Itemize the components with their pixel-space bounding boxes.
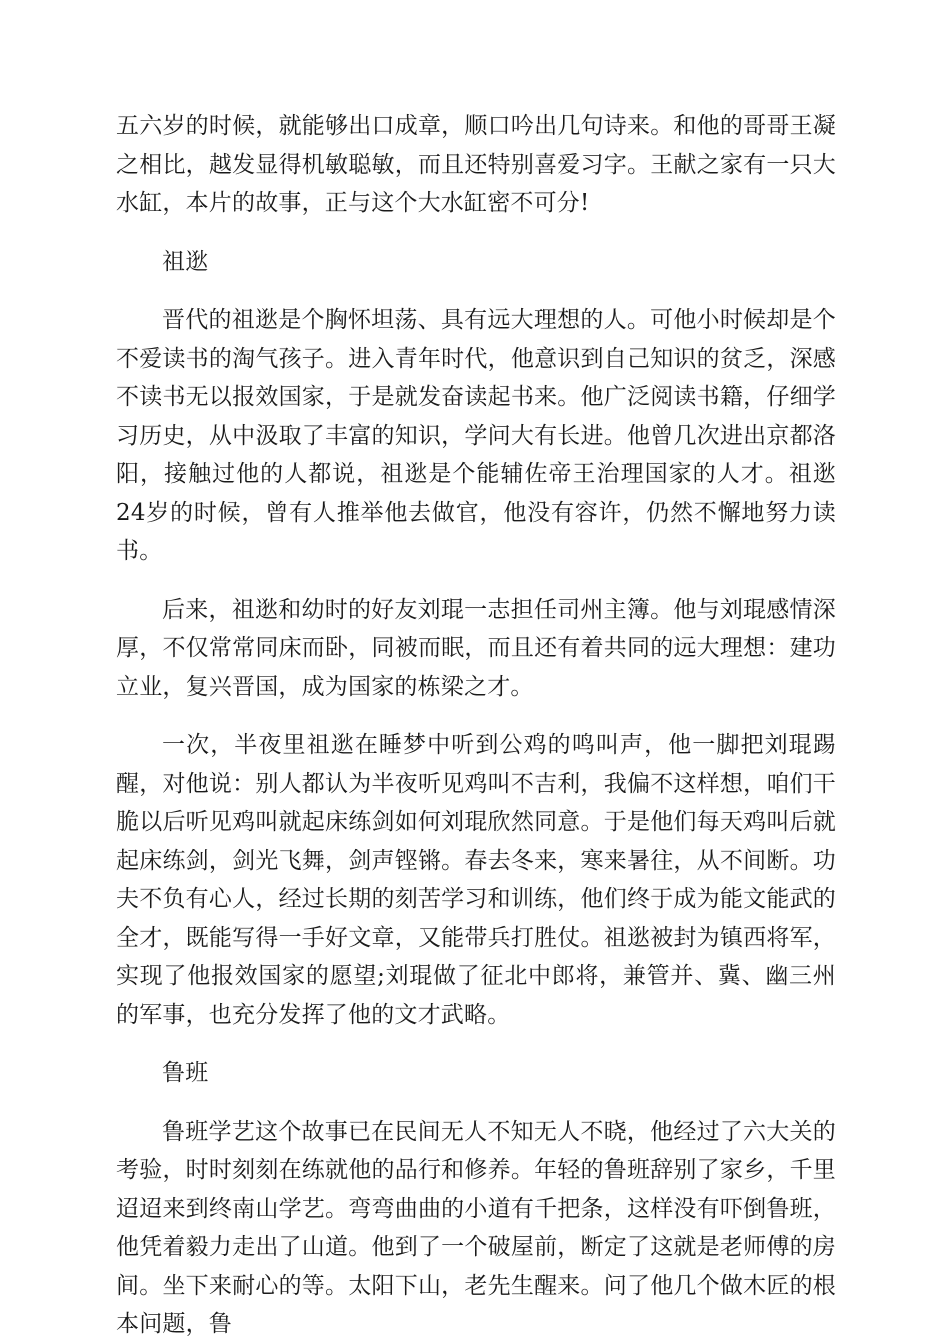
paragraph-gap [116, 571, 836, 591]
paragraph-zu-ti-intro: 晋代的祖逖是个胸怀坦荡、具有远大理想的人。可他小时候却是个不爱读书的淘气孩子。进入青年时代，他意识到自己知识的贫乏，深感不读书无以报效国家，于是就发奋读起书来。他广泛阅读书籍，仔细学习历史，从中汲取了丰富的知识，学问大有长进。他曾几次进出京都洛阳，接触过他的人都说，祖逖是个能辅佐帝王治理国家的人才。祖逖24岁的时候，曾有人推举他去做官，他没有容许，仍然不懈地努力读书。 [116, 307, 836, 564]
paragraph-gap [116, 1034, 836, 1054]
section-heading-zu-ti: 祖逖 [162, 248, 209, 275]
document-page [116, 107, 836, 1344]
paragraph-zu-ti-rooster: 一次，半夜里祖逖在睡梦中听到公鸡的鸣叫声，他一脚把刘琨踢醒，对他说：别人都认为半夜听见鸡叫不吉利，我偏不这样想，咱们干脆以后听见鸡叫就起床练剑如何刘琨欣然同意。于是他们每天鸡叫后就起床练剑，剑光飞舞，剑声铿锵。春去冬来，寒来暑往，从不间断。功夫不负有心人，经过长期的刻苦学习和训练，他们终于成为能文能武的全才，既能写得一手好文章，又能带兵打胜仗。祖逖被封为镇西将军，实现了他报效国家的愿望;刘琨做了征北中郎将，兼管并、冀、幽三州的军事，也充分发挥了他的文才武略。 [116, 732, 836, 1028]
paragraph-wang-xianzhi-ending: 五六岁的时候，就能够出口成章，顺口吟出几句诗来。和他的哥哥王凝之相比，越发显得机敏聪敏，而且还特别喜爱习字。王献之家有一只大水缸，本片的故事，正与这个大水缸密不可分! [116, 113, 836, 216]
paragraph-gap [116, 1093, 836, 1113]
paragraph-lu-ban-story: 鲁班学艺这个故事已在民间无人不知无人不晓，他经过了六大关的考验，时时刻刻在练就他的品行和修养。年轻的鲁班辞别了家乡，千里迢迢来到终南山学艺。弯弯曲曲的小道有千把条，这样没有吓倒鲁班，他凭着毅力走出了山道。他到了一个破屋前，断定了这就是老师傅的房间。坐下来耐心的等。太阳下山，老先生醒来。问了他几个做木匠的根本问题，鲁 [116, 1118, 836, 1337]
section-heading-lu-ban: 鲁班 [162, 1060, 209, 1086]
paragraph-gap [116, 706, 836, 726]
paragraph-zu-ti-liu-kun: 后来，祖逖和幼时的好友刘琨一志担任司州主簿。他与刘琨感情深厚，不仅常常同床而卧，同被而眠，而且还有着共同的远大理想：建功立业，复兴晋国，成为国家的栋梁之才。 [116, 596, 836, 700]
paragraph-gap [116, 223, 836, 243]
paragraph-gap [116, 281, 836, 301]
